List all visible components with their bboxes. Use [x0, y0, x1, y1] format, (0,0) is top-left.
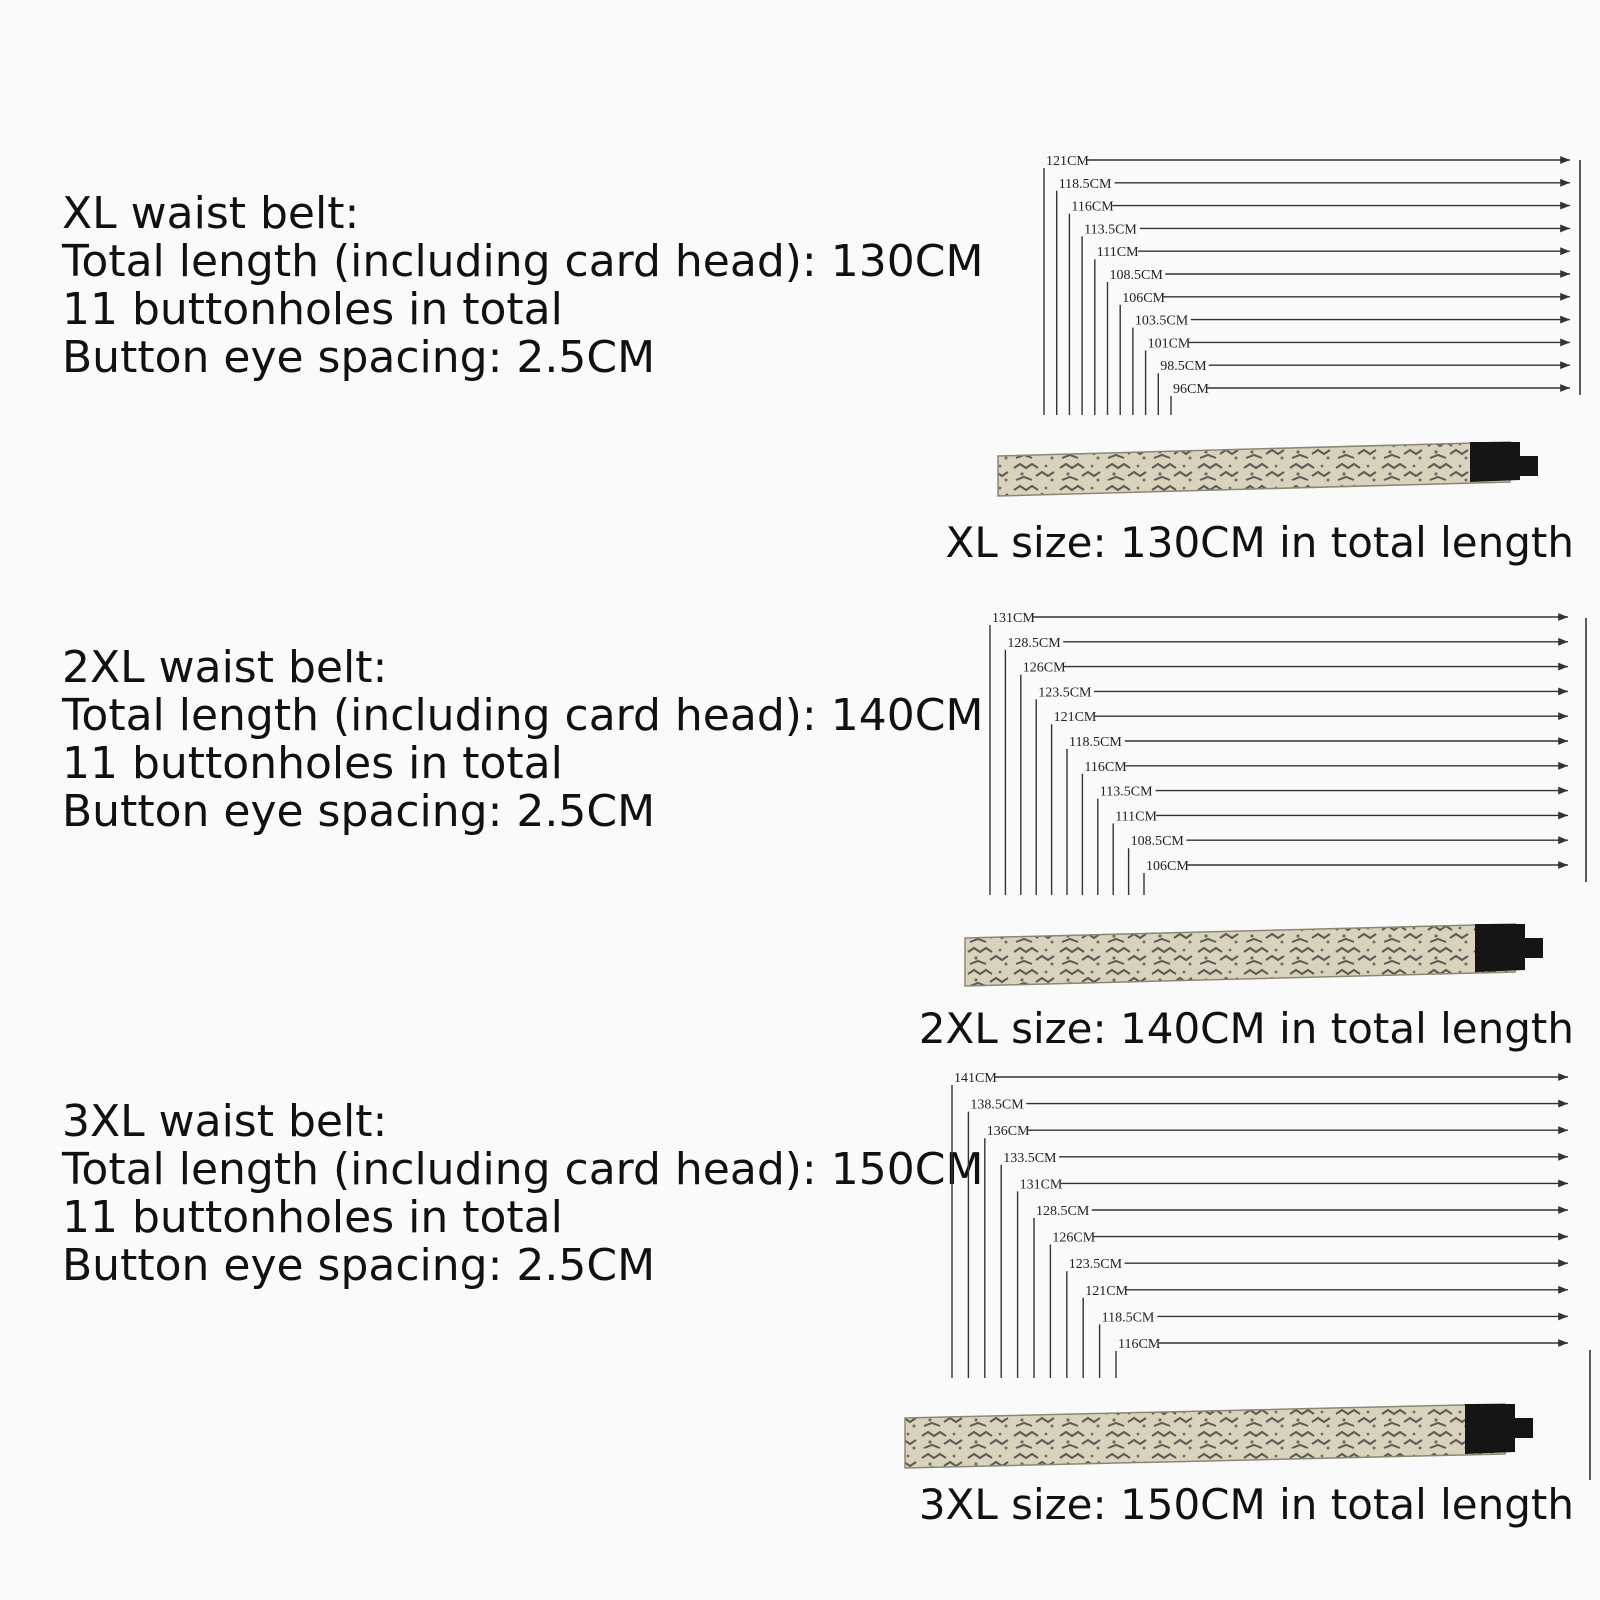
2xl-belt-spacing: Button eye spacing: 2.5CM [62, 786, 656, 837]
belt-buckle [1470, 442, 1538, 482]
3xl-belt-image [905, 1404, 1533, 1468]
2xl-belt-buttonholes: 11 buttonholes in total [62, 738, 563, 789]
measurement-label: 121CM [1053, 710, 1097, 726]
xl-belt-buttonholes: 11 buttonholes in total [62, 284, 563, 335]
measurement-label: 118.5CM [1069, 735, 1122, 750]
measurement-label: 113.5CM [1084, 222, 1137, 238]
3xl-measurement-ladder [905, 1071, 1590, 1480]
measurement-label: 103.5CM [1134, 313, 1189, 329]
2xl-measurement-ladder [965, 611, 1586, 986]
2xl-belt-total-length: Total length (including card head): 140CM [62, 690, 984, 741]
measurement-label: 98.5CM [1160, 359, 1207, 375]
xl-belt-total-length: Total length (including card head): 130CM [62, 236, 984, 287]
measurement-label: 138.5CM [970, 1097, 1024, 1113]
measurement-label: 116CM [1084, 759, 1127, 775]
xl-belt-image [998, 442, 1538, 496]
measurement-label: 113.5CM [1099, 784, 1153, 800]
measurement-label: 106CM [1122, 290, 1165, 306]
measurement-label: 126CM [1052, 1230, 1096, 1246]
measurement-label: 131CM [1019, 1177, 1063, 1193]
measurement-label: 106CM [1146, 859, 1189, 874]
measurement-label: 108.5CM [1109, 268, 1163, 283]
measurement-label: 96CM [1173, 382, 1209, 397]
measurement-label: 111CM [1115, 809, 1157, 825]
measurement-label: 111CM [1096, 245, 1139, 261]
3xl-size-caption: 3XL size: 150CM in total length [918, 1480, 1574, 1529]
3xl-belt-buttonholes: 11 buttonholes in total [62, 1192, 563, 1243]
belt-buckle [1475, 924, 1543, 972]
belt-strap [998, 442, 1510, 496]
belt-buckle [1465, 1404, 1533, 1454]
2xl-belt-image [965, 924, 1543, 986]
measurement-label: 133.5CM [1003, 1150, 1057, 1166]
xl-belt-title: XL waist belt: [62, 188, 360, 239]
2xl-belt-title: 2XL waist belt: [62, 642, 388, 693]
measurement-label: 116CM [1071, 199, 1114, 215]
measurement-label: 116CM [1118, 1337, 1161, 1352]
3xl-belt-spacing: Button eye spacing: 2.5CM [62, 1240, 656, 1291]
measurement-label: 126CM [1022, 660, 1066, 676]
measurement-label: 118.5CM [1101, 1310, 1155, 1326]
measurement-label: 128.5CM [1036, 1204, 1090, 1219]
2xl-size-caption: 2XL size: 140CM in total length [918, 1004, 1574, 1053]
measurement-label: 131CM [992, 611, 1035, 626]
xl-belt-spacing: Button eye spacing: 2.5CM [62, 332, 656, 383]
xl-measurement-ladder [998, 154, 1580, 496]
measurement-label: 121CM [1085, 1283, 1128, 1299]
xl-size-caption: XL size: 130CM in total length [945, 518, 1574, 567]
belt-strap [965, 924, 1515, 986]
measurement-label: 121CM [1046, 154, 1089, 169]
3xl-belt-title: 3XL waist belt: [62, 1096, 388, 1147]
measurement-label: 101CM [1147, 336, 1191, 352]
measurement-label: 123.5CM [1068, 1257, 1123, 1273]
measurement-label: 108.5CM [1130, 834, 1184, 850]
3xl-belt-total-length: Total length (including card head): 150CM [62, 1144, 984, 1195]
belt-strap [905, 1404, 1505, 1468]
measurement-label: 141CM [954, 1071, 997, 1086]
measurement-label: 136CM [986, 1124, 1030, 1140]
measurement-label: 123.5CM [1038, 685, 1092, 701]
measurement-label: 128.5CM [1007, 635, 1061, 651]
measurement-label: 118.5CM [1058, 176, 1112, 192]
